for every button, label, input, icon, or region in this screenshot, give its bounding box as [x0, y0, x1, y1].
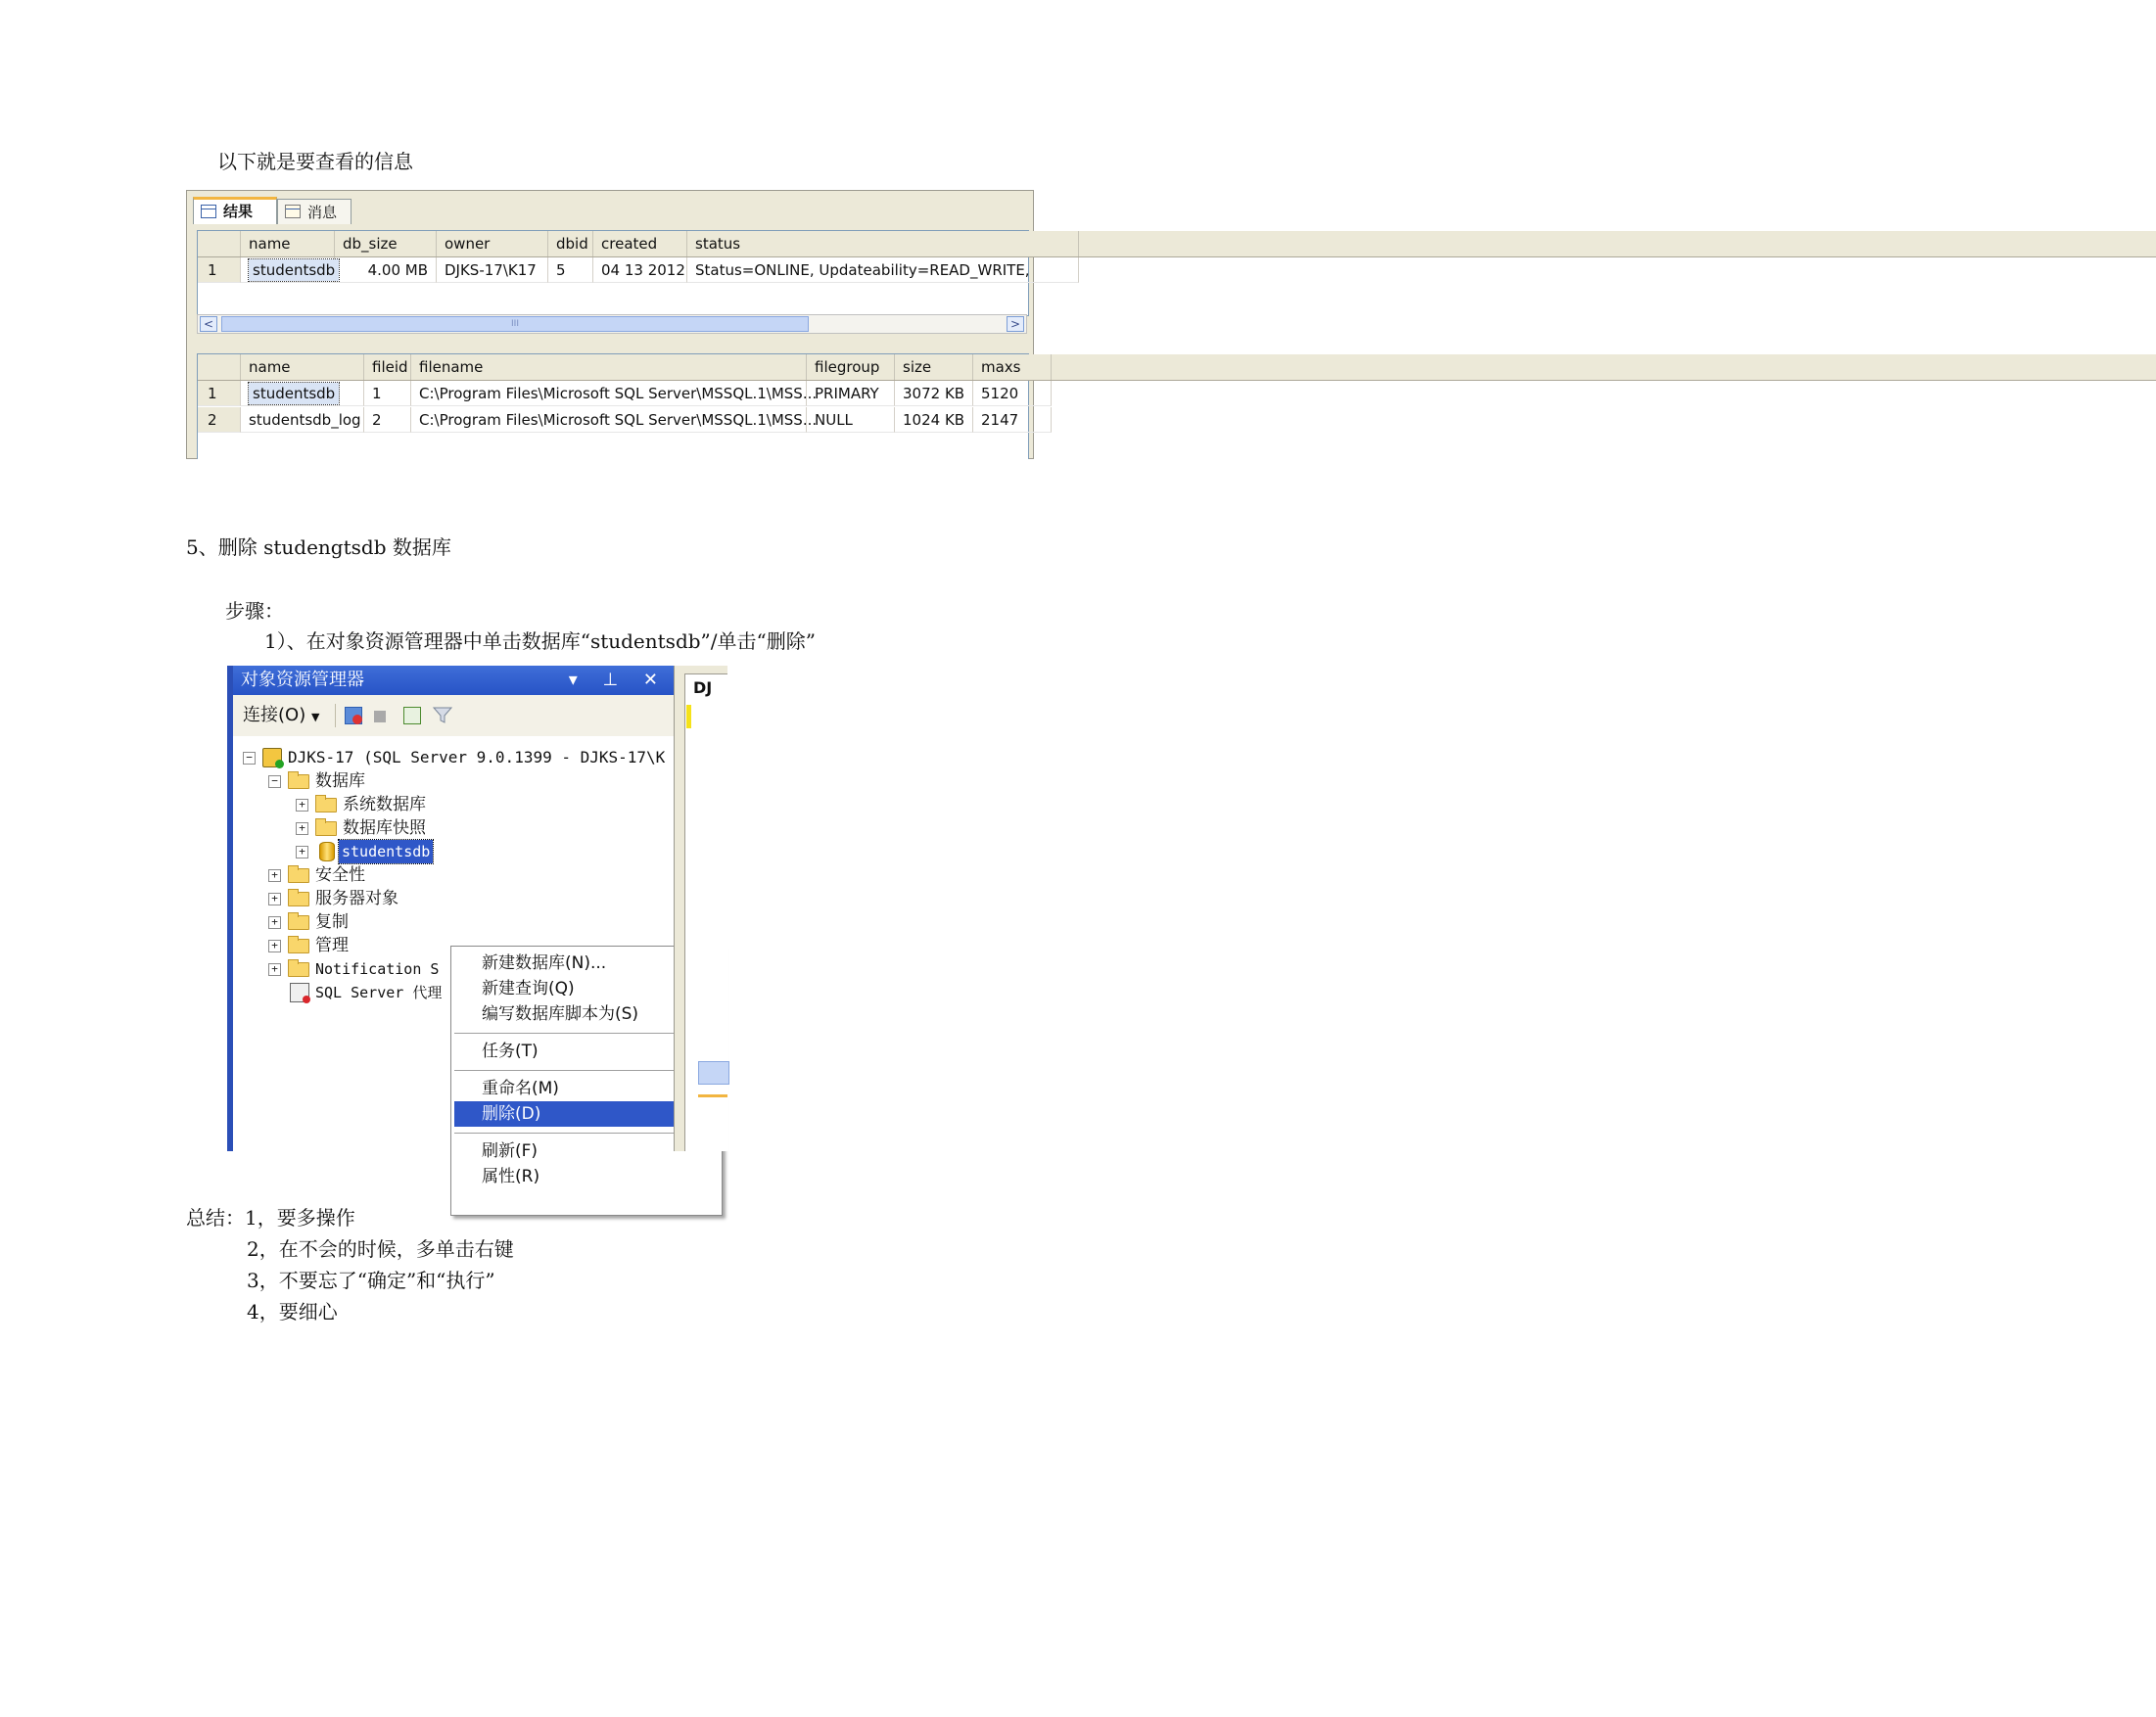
connect-label: 连接(O): [243, 705, 306, 725]
table-cell[interactable]: PRIMARY: [807, 381, 895, 406]
grid-1-header: [198, 231, 2156, 257]
column-header[interactable]: dbid: [548, 231, 593, 256]
column-header[interactable]: filename: [411, 354, 807, 380]
folder-icon: [288, 774, 309, 789]
table-cell[interactable]: C:\Program Files\Microsoft SQL Server\MSSQL.1\MSS...: [411, 381, 807, 406]
scroll-thumb[interactable]: III: [221, 316, 809, 332]
table-cell[interactable]: [241, 381, 364, 406]
tree-node-label: DJKS-17 (SQL Server 9.0.1399 - DJKS-17\K: [288, 748, 666, 766]
agent-icon: [290, 983, 309, 1002]
folder-icon: [315, 798, 337, 812]
table-cell[interactable]: 5120: [973, 381, 1052, 406]
summary-line-4: 4，要细心: [247, 1300, 338, 1323]
folder-icon: [288, 939, 309, 953]
table-cell[interactable]: 3072 KB: [895, 381, 973, 406]
expand-icon[interactable]: +: [296, 799, 308, 812]
column-header[interactable]: owner: [437, 231, 548, 256]
expand-icon[interactable]: +: [268, 869, 281, 882]
folder-icon: [288, 868, 309, 883]
folder-icon: [288, 915, 309, 930]
tree-node-label: 数据库: [315, 771, 365, 791]
tree-node-label: SQL Server 代理: [315, 984, 443, 1001]
document-icon: [285, 205, 301, 218]
intro-text: 以下就是要查看的信息: [217, 150, 413, 173]
database-icon: [319, 842, 335, 861]
row-number: 1: [198, 381, 241, 406]
table-cell[interactable]: 1024 KB: [895, 407, 973, 433]
table-cell[interactable]: Status=ONLINE, Updateability=READ_WRITE,: [687, 257, 1079, 283]
scroll-right-button[interactable]: >: [1007, 316, 1024, 332]
tab-messages-label: 消息: [307, 204, 338, 221]
cell-value: studentsdb: [249, 259, 339, 281]
expand-icon[interactable]: +: [268, 893, 281, 905]
column-header[interactable]: size: [895, 354, 973, 380]
object-explorer-tree: [233, 736, 675, 1186]
table-cell[interactable]: DJKS-17\K17: [437, 257, 548, 283]
title-bar-buttons[interactable]: ▾ ⊥ ✕: [568, 670, 668, 690]
column-header[interactable]: created: [593, 231, 687, 256]
table-cell[interactable]: 4.00 MB: [335, 257, 437, 283]
results-panel: [186, 190, 1034, 459]
table-cell[interactable]: 2147: [973, 407, 1052, 433]
row-number-header: [198, 231, 241, 256]
section-heading: 5、删除 studengtsdb 数据库: [186, 535, 451, 559]
menu-item-delete[interactable]: 删除(D): [454, 1101, 719, 1127]
tree-node-label: 安全性: [315, 865, 365, 885]
folder-icon: [288, 962, 309, 977]
column-header[interactable]: name: [241, 354, 364, 380]
toolbar-divider: [335, 704, 336, 727]
cell-value: studentsdb: [249, 383, 339, 404]
table-row[interactable]: [198, 257, 2156, 283]
panel-scroll[interactable]: [698, 1061, 729, 1085]
expand-icon[interactable]: +: [268, 940, 281, 952]
filter-icon[interactable]: [433, 707, 452, 724]
tree-node-label: 系统数据库: [343, 795, 426, 814]
table-row[interactable]: [198, 381, 2156, 406]
table-row[interactable]: [198, 407, 2156, 433]
results-tab-fragment[interactable]: [698, 1094, 727, 1117]
object-explorer-toolbar: [233, 695, 674, 737]
dropdown-arrow-icon: ▼: [310, 711, 320, 723]
table-cell[interactable]: NULL: [807, 407, 895, 433]
object-explorer-title-bar: [233, 666, 674, 695]
collapse-icon[interactable]: −: [268, 775, 281, 788]
tab-messages[interactable]: [277, 199, 352, 224]
summary-line-2: 2，在不会的时候，多单击右键: [247, 1237, 514, 1261]
column-header[interactable]: filegroup: [807, 354, 895, 380]
menu-item-new-query[interactable]: 新建查询(Q): [482, 979, 575, 998]
grid-2-header: [198, 354, 2156, 381]
expand-icon[interactable]: +: [268, 916, 281, 929]
collapse-icon[interactable]: −: [243, 752, 256, 765]
menu-item-rename[interactable]: 重命名(M): [482, 1079, 559, 1098]
row-number: 2: [198, 407, 241, 433]
server-icon: [262, 748, 282, 767]
results-grid-2: [197, 353, 1029, 459]
steps-label: 步骤：: [225, 599, 284, 623]
table-cell[interactable]: C:\Program Files\Microsoft SQL Server\MSSQL.1\MSS...: [411, 407, 807, 433]
column-header[interactable]: db_size: [335, 231, 437, 256]
menu-item-label: 任务(T): [482, 1042, 539, 1061]
table-cell[interactable]: [241, 257, 335, 283]
disconnect-x-icon: [352, 715, 362, 724]
results-grid-1: [197, 230, 1029, 316]
refresh-icon[interactable]: [403, 707, 421, 724]
tree-node-label: 复制: [315, 912, 349, 932]
expand-icon[interactable]: +: [296, 846, 308, 858]
column-header[interactable]: fileid: [364, 354, 411, 380]
tab-results-label: 结果: [223, 203, 254, 220]
connect-button[interactable]: [243, 703, 319, 730]
object-explorer-screenshot: [227, 666, 726, 1186]
change-indicator: [686, 705, 691, 728]
stop-icon[interactable]: [374, 711, 386, 722]
column-header[interactable]: maxs: [973, 354, 1052, 380]
menu-item-refresh[interactable]: 刷新(F): [482, 1141, 539, 1161]
tree-node-label: Notification S: [315, 960, 440, 978]
step-1-text: 1）、在对象资源管理器中单击数据库“studentsdb”/单击“删除”: [264, 629, 816, 653]
folder-icon: [288, 892, 309, 906]
tree-node-label: 服务器对象: [315, 889, 398, 908]
table-cell[interactable]: 2: [364, 407, 411, 433]
table-cell[interactable]: 5: [548, 257, 593, 283]
document-tab[interactable]: DJ: [684, 673, 727, 703]
menu-item-properties[interactable]: 属性(R): [482, 1167, 540, 1186]
row-number: 1: [198, 257, 241, 283]
expand-icon[interactable]: +: [296, 822, 308, 835]
folder-icon: [315, 821, 337, 836]
grid-icon: [201, 205, 216, 218]
summary-line-3: 3，不要忘了“确定”和“执行”: [247, 1269, 495, 1292]
document-area: [674, 666, 727, 1151]
menu-item-label: 编写数据库脚本为(S): [482, 1004, 639, 1024]
expand-icon[interactable]: +: [268, 963, 281, 976]
summary-line-1: 总结：1，要多操作: [186, 1206, 355, 1230]
table-cell[interactable]: 1: [364, 381, 411, 406]
tree-node-label: 管理: [315, 936, 349, 955]
menu-item-new-database[interactable]: 新建数据库(N)...: [482, 953, 607, 973]
table-cell[interactable]: 04 13 2012: [593, 257, 687, 283]
object-explorer-title: 对象资源管理器: [241, 670, 364, 690]
horizontal-scrollbar[interactable]: [197, 314, 1027, 334]
table-cell[interactable]: studentsdb_log: [241, 407, 364, 433]
column-header[interactable]: name: [241, 231, 335, 256]
column-header[interactable]: status: [687, 231, 1079, 256]
tab-results[interactable]: [193, 197, 277, 224]
tree-node-label: studentsdb: [339, 840, 433, 863]
tree-node-label: 数据库快照: [343, 818, 426, 838]
row-number-header: [198, 354, 241, 380]
scroll-left-button[interactable]: <: [200, 316, 217, 332]
